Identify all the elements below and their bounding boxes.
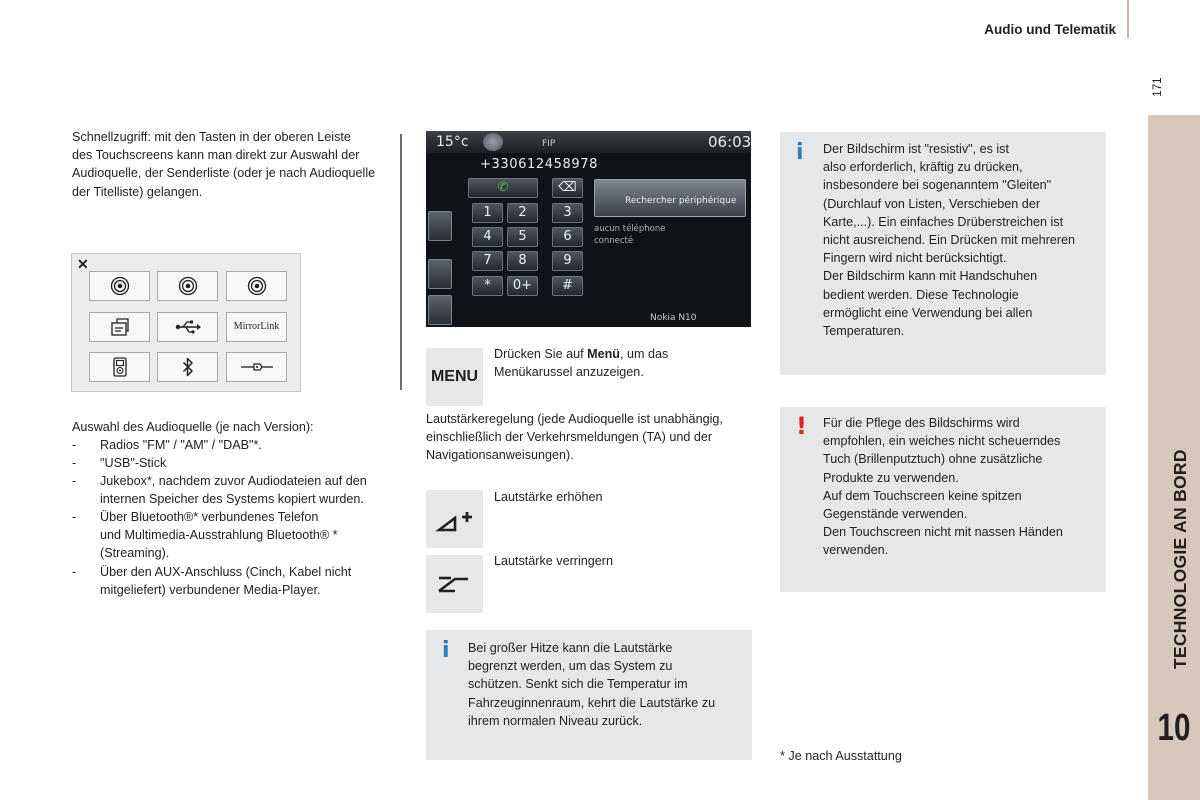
care-warning-box <box>780 407 1106 592</box>
chapter-number: 10 <box>1157 707 1191 749</box>
backspace-button[interactable]: ⌫ <box>552 178 583 198</box>
radio-icon <box>178 276 198 296</box>
source-radio-am-button[interactable] <box>157 271 218 301</box>
jukebox-icon <box>110 317 130 337</box>
bluetooth-icon <box>182 357 194 377</box>
key-hash[interactable]: # <box>552 276 583 296</box>
volume-up-label: Lautstärke erhöhen <box>494 490 603 504</box>
usb-icon <box>175 320 201 334</box>
resistive-info-box <box>780 132 1106 375</box>
source-bluetooth-button[interactable] <box>157 352 218 382</box>
page-header-title: Audio und Telematik <box>984 22 1116 37</box>
ipod-icon <box>113 357 127 377</box>
touchscreen-phone-view <box>426 131 751 327</box>
volume-down-label: Lautstärke verringern <box>494 554 614 568</box>
intro-paragraph: Schnellzugriff: mit den Tasten in der oberen Leiste des Touchscreens kann man direkt zur Auswahl der Audioquelle, der Senderliste (oder je nach Audioquelle der Titelliste) gelangen. <box>72 130 376 199</box>
warning-icon: ! <box>796 412 807 440</box>
footnote: * Je nach Ausstattung <box>780 749 902 763</box>
volume-up-icon <box>426 490 483 548</box>
clock: 06:03 <box>708 133 751 151</box>
menu-instruction: Drücken Sie auf Menü, um das Menükarussel anzuzeigen. <box>494 347 669 380</box>
side-button-contacts[interactable] <box>428 295 452 325</box>
aux-icon <box>240 361 274 373</box>
key-4[interactable]: 4 <box>472 227 503 247</box>
key-9[interactable]: 9 <box>552 251 583 271</box>
phone-status: aucun téléphone connecté <box>594 224 666 246</box>
side-button-call-log[interactable] <box>428 259 452 289</box>
source-radio-dab-button[interactable] <box>226 271 287 301</box>
source-mirrorlink-button[interactable] <box>226 312 287 342</box>
header-divider <box>1127 0 1129 38</box>
close-icon[interactable]: ✕ <box>77 256 89 272</box>
page-number: 171 <box>1151 77 1164 97</box>
call-button[interactable]: ✆ <box>468 178 538 198</box>
source-jukebox-button[interactable] <box>89 312 150 342</box>
key-star[interactable]: * <box>472 276 503 296</box>
side-button-back[interactable] <box>428 211 452 241</box>
search-device-label: Rechercher périphérique <box>625 196 737 206</box>
callout-line <box>400 134 402 390</box>
key-3[interactable]: 3 <box>552 203 583 223</box>
care-warning-text: Für die Pflege des Bildschirms wird empfohlen, ein weiches nicht scheuerndes Tuch (Brillenputztuch) ohne zusätzliche Produkte zu verwenden. Auf dem Touchscreen keine spitzen Gegenstände verwenden. Den Touchscreen nicht mit nassen Händen verwenden. <box>823 416 1063 558</box>
radio-icon <box>247 276 267 296</box>
source-aux-button[interactable] <box>226 352 287 382</box>
info-icon: i <box>442 638 450 663</box>
source-usb-button[interactable] <box>157 312 218 342</box>
key-6[interactable]: 6 <box>552 227 583 247</box>
heat-info-box <box>426 630 752 760</box>
audio-source-label[interactable]: FIP <box>542 139 556 149</box>
heat-info-text: Bei großer Hitze kann die Lautstärke begrenzt werden, um das System zu schützen. Senkt sich die Temperatur im Fahrzeuginnenraum, kehrt die Lautstärke zu ihrem normalen Niveau zurück. <box>468 641 716 728</box>
mirrorlink-icon: MirrorLink <box>233 320 280 332</box>
source-radio-fm-button[interactable] <box>89 271 150 301</box>
key-1[interactable]: 1 <box>472 203 503 223</box>
radio-icon <box>110 276 130 296</box>
key-2[interactable]: 2 <box>507 203 538 223</box>
key-5[interactable]: 5 <box>507 227 538 247</box>
volume-down-icon <box>426 555 483 613</box>
chapter-tab-label: TECHNOLOGIE AN BORD <box>1169 449 1190 670</box>
source-list-heading: Auswahl des Audioquelle (je nach Version): <box>72 420 314 434</box>
settings-knob-icon[interactable] <box>483 133 503 151</box>
dialed-number: +330612458978 <box>480 157 598 172</box>
volume-paragraph: Lautstärkeregelung (jede Audioquelle ist unabhängig, einschließlich der Verkehrsmeldungen (TA) und der Navigationsanweisungen). <box>426 412 723 463</box>
phone-name: Nokia N10 <box>650 313 697 323</box>
screen-top-bar <box>426 131 751 153</box>
info-icon: i <box>796 140 804 165</box>
temperature-readout: 15°c <box>436 134 469 150</box>
source-ipod-button[interactable] <box>89 352 150 382</box>
key-8[interactable]: 8 <box>507 251 538 271</box>
search-device-button[interactable] <box>594 179 746 217</box>
key-7[interactable]: 7 <box>472 251 503 271</box>
key-0[interactable]: 0+ <box>507 276 538 296</box>
menu-button-icon: MENU <box>426 348 483 406</box>
resistive-info-text: Der Bildschirm ist "resistiv", es ist also erforderlich, kräftig zu drücken, insbesondere bei sogenanntem "Gleiten" (Durchlauf von Listen, Verschieben der Karte,...). Ein einfaches Drüberstreichen ist nicht ausreichend. Ein Drücken mit mehreren Fingern wird nicht berücksichtigt. Der Bildschirm kann mit Handschuhen bedient werden. Diese Technologie ermöglicht eine Verwendung bei allen Temperaturen. <box>823 142 1075 339</box>
